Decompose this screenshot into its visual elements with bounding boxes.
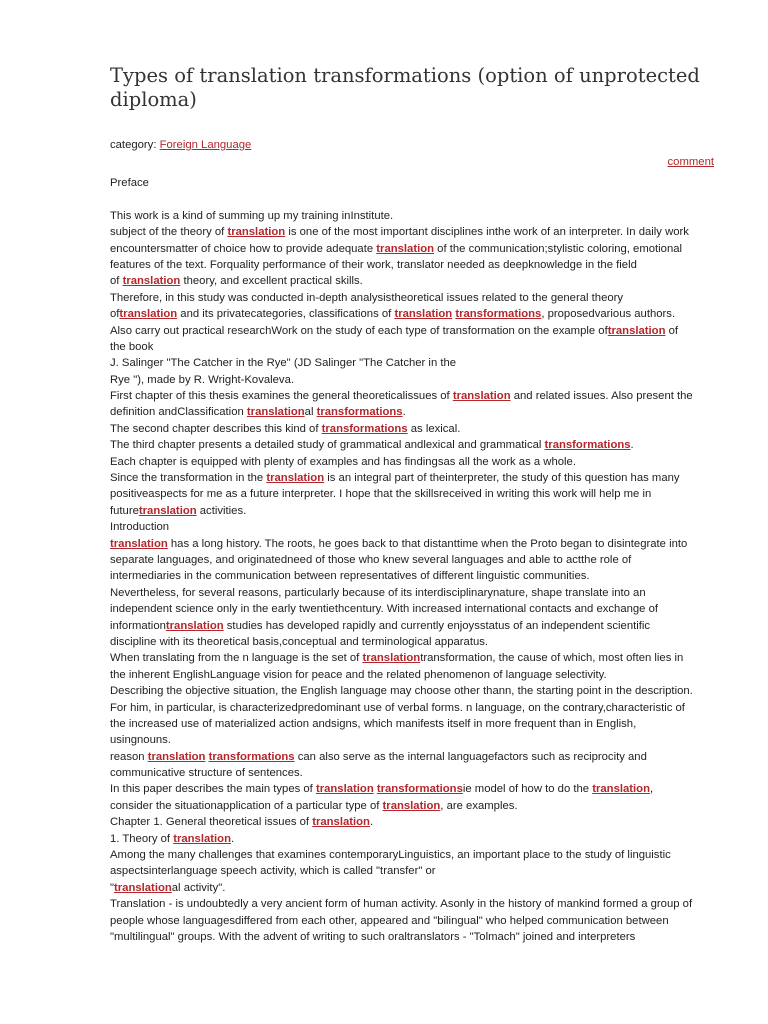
text-segment: 1. Theory of [110, 832, 174, 845]
text-line [110, 634, 716, 650]
text-segment: studies has developed rapidly and currently enjoysstatus of an independent scientific [223, 619, 651, 632]
text-line [110, 601, 716, 617]
keyword-link[interactable]: translation [607, 324, 666, 337]
text-line [110, 355, 716, 371]
text-segment: definition andClassification [110, 406, 247, 419]
text-segment: Translation - is undoubtedly a very ancient form of human activity. Asonly in the history of mankind formed a group of [110, 898, 693, 911]
text-line [110, 618, 716, 634]
keyword-link[interactable]: translation [266, 472, 325, 485]
text-segment: Rye "), made by R. Wright-Kovaleva. [110, 373, 294, 386]
text-segment: "multilingual" groups. With the advent of writing to such oraltranslators - "Tolmach" joined and interpreters [110, 930, 636, 943]
text-segment: Describing the objective situation, the English language may choose other thann, the starting point in the description. [110, 685, 693, 698]
text-segment: . [230, 832, 235, 845]
keyword-link[interactable]: translation [227, 226, 286, 239]
text-segment: the book [110, 340, 154, 353]
text-line [110, 585, 716, 601]
keyword-link[interactable]: translation [315, 783, 374, 796]
text-segment: Also carry out practical researchWork on the study of each type of transformation on the example of [110, 324, 608, 337]
text-segment: of [110, 275, 123, 288]
keyword-link[interactable]: translation [362, 652, 421, 665]
text-line [110, 650, 716, 666]
text-segment: subject of the theory of [110, 226, 228, 239]
text-line [110, 503, 716, 519]
text-segment: independent science only in the early twentiethcentury. With increased international contacts and exchange of [110, 603, 659, 616]
keyword-link[interactable]: translation [122, 275, 181, 288]
keyword-link[interactable]: translation [246, 406, 305, 419]
text-segment: the increased use of materialized action andsigns, which manifests itself in more frequent than in English, [110, 717, 637, 730]
text-line [110, 552, 716, 568]
text-line [110, 257, 716, 273]
keyword-link[interactable]: transformations [376, 783, 463, 796]
text-line [110, 568, 716, 584]
text-segment: al [304, 406, 317, 419]
keyword-link[interactable]: translation [382, 799, 441, 812]
comment-link[interactable]: comment [667, 156, 714, 168]
text-segment: intermediaries in the communication between representatives of different linguistic communities. [110, 570, 590, 583]
text-segment: reason [110, 750, 148, 763]
text-line [110, 388, 716, 404]
text-segment: Each chapter is equipped with plenty of examples and has findingsas all the work as a whole. [110, 455, 576, 468]
text-segment: . [369, 816, 374, 829]
text-segment: people whose languagesdiffered from each other, appeared and "bilingual" who helped communication between [110, 914, 669, 927]
text-line [110, 339, 716, 355]
text-segment: transformation, the cause of which, most often lies in [420, 652, 684, 665]
text-line [110, 700, 716, 716]
text-segment: " [110, 881, 115, 894]
category-label: category: [110, 139, 157, 151]
text-segment: The second chapter describes this kind of [110, 422, 322, 435]
text-line [110, 486, 716, 502]
text-segment: communicative structure of sentences. [110, 767, 303, 780]
text-line [110, 404, 716, 420]
text-segment: Introduction [110, 521, 170, 534]
text-segment: of [665, 324, 679, 337]
text-line [110, 716, 716, 732]
text-segment: When translating from the n language is the set of [110, 652, 363, 665]
text-segment: activities. [196, 504, 247, 517]
text-line [110, 421, 716, 437]
text-segment: information [110, 619, 166, 632]
keyword-link[interactable]: transformations [208, 750, 295, 763]
text-line [110, 306, 716, 322]
text-segment: encountersmatter of choice how to provide adequate [110, 242, 377, 255]
keyword-link[interactable]: translation [452, 390, 511, 403]
text-line [110, 175, 716, 191]
keyword-link[interactable]: translation [592, 783, 650, 796]
text-segment: and related issues. Also present the [510, 390, 693, 403]
text-segment: discipline with its theoretical basis,conceptual and terminological apparatus. [110, 635, 489, 648]
keyword-link[interactable]: translation [376, 242, 435, 255]
keyword-link[interactable]: translation [114, 881, 172, 894]
keyword-link[interactable]: transformations [455, 308, 542, 321]
text-segment: can also serve as the internal languagefactors such as reciprocity and [294, 750, 647, 763]
text-line [110, 880, 716, 896]
text-segment: has a long history. The roots, he goes back to that distanttime when the Proto began to disintegrate into [167, 537, 688, 550]
text-segment: features of the text. Forquality performance of their work, translator needed as deepknowledge in the field [110, 258, 637, 271]
text-line [110, 765, 716, 781]
text-line [110, 732, 716, 748]
keyword-link[interactable]: translation [119, 308, 178, 321]
text-segment: In this paper describes the main types of [110, 783, 316, 796]
text-segment: ie model of how to do the [462, 783, 593, 796]
keyword-link[interactable]: transformations [544, 439, 631, 452]
keyword-link[interactable]: translation [173, 832, 231, 845]
text-segment: Preface [110, 177, 149, 189]
text-segment: positiveaspects for me as a future interpreter. I hope that the skillsreceived in writing this work will help me in [110, 488, 652, 501]
keyword-link[interactable]: transformations [321, 422, 408, 435]
text-line [110, 814, 716, 830]
text-line [110, 536, 716, 552]
text-line [110, 683, 716, 699]
text-segment: Nevertheless, for several reasons, particularly because of its interdisciplinarynature, shape translate into an [110, 586, 646, 599]
text-segment: . [630, 439, 634, 452]
keyword-link[interactable]: translation [147, 750, 206, 763]
text-line [110, 372, 716, 388]
text-line [110, 863, 716, 879]
text-segment: The third chapter presents a detailed study of grammatical andlexical and grammatical [110, 439, 545, 452]
page-title: Types of translation transformations (option of unprotected diploma) [110, 64, 700, 111]
text-segment: usingnouns. [110, 734, 171, 747]
text-segment: Since the transformation in the [110, 472, 267, 485]
text-segment: is one of the most important disciplines inthe work of an interpreter. In daily work [285, 226, 689, 239]
article-body [110, 175, 716, 945]
text-segment: and its privatecategories, classifications of [177, 308, 395, 321]
text-segment: First chapter of this thesis examines the general theoreticalissues of [110, 390, 453, 403]
text-segment: This work is a kind of summing up my training inInstitute. [110, 209, 394, 222]
text-line [110, 781, 716, 797]
text-line [110, 798, 716, 814]
text-line [110, 273, 716, 289]
text-segment: , proposedvarious authors. [541, 308, 676, 321]
text-segment: as lexical. [407, 422, 461, 435]
text-segment: , are examples. [440, 799, 518, 812]
text-segment: . [402, 406, 406, 419]
keyword-link[interactable]: translation [394, 308, 453, 321]
text-segment: of the communication;stylistic coloring, emotional [434, 242, 683, 255]
text-line [110, 470, 716, 486]
text-segment: theory, and excellent practical skills. [180, 275, 363, 288]
text-line [110, 208, 716, 224]
text-segment: future [110, 504, 139, 517]
text-segment: consider the situationapplication of a particular type of [110, 799, 383, 812]
text-line [110, 454, 716, 470]
keyword-link[interactable]: transformations [316, 406, 403, 419]
text-segment: al activity". [171, 881, 226, 894]
text-line [110, 241, 716, 257]
paragraph-gap [110, 191, 716, 207]
category-line [110, 138, 251, 152]
text-line [110, 831, 716, 847]
text-segment: , [649, 783, 654, 796]
text-segment: Therefore, in this study was conducted in-depth analysistheoretical issues related to the general theory [110, 291, 624, 304]
text-line [110, 896, 716, 912]
keyword-link[interactable]: translation [312, 816, 370, 829]
text-line [110, 437, 716, 453]
text-line [110, 929, 716, 945]
text-line [110, 519, 716, 535]
text-segment: For him, in particular, is characterizedpredominant use of verbal forms. n language, on the contrary,characteristic of [110, 701, 685, 714]
text-segment: is an integral part of theinterpreter, the study of this question has many [324, 472, 680, 485]
text-line [110, 749, 716, 765]
text-line [110, 667, 716, 683]
text-segment: Chapter 1. General theoretical issues of [110, 816, 313, 829]
text-segment: aspectsinterlanguage speech activity, which is called "transfer" or [110, 865, 436, 878]
text-segment: the inherent EnglishLanguage vision for peace and the related phenomenon of language selectivity. [110, 668, 607, 681]
text-line [110, 323, 716, 339]
text-segment: J. Salinger "The Catcher in the Rye" (JD Salinger "The Catcher in the [110, 357, 457, 370]
category-link[interactable]: Foreign Language [159, 139, 252, 151]
text-line [110, 847, 716, 863]
text-line [110, 290, 716, 306]
text-segment: separate languages, and originatedneed of those who knew several languages and able to actthe role of [110, 553, 632, 566]
text-line [110, 913, 716, 929]
keyword-link[interactable]: translation [110, 537, 168, 550]
text-segment: of [110, 308, 120, 321]
text-segment: Among the many challenges that examines contemporaryLinguistics, an important place to the study of linguistic [110, 849, 671, 862]
keyword-link[interactable]: translation [165, 619, 224, 632]
keyword-link[interactable]: translation [138, 504, 197, 517]
text-line [110, 224, 716, 240]
